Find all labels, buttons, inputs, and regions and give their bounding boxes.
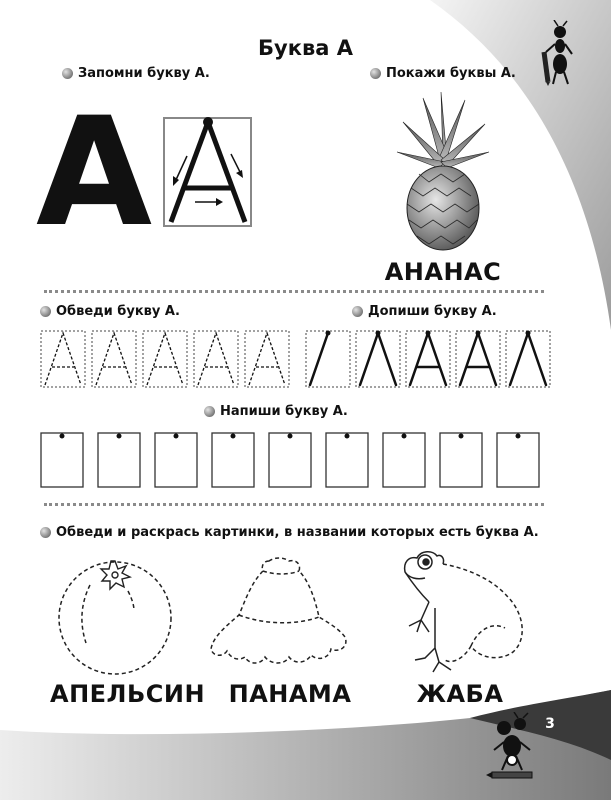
bullet-icon — [40, 527, 51, 538]
task-write: Напиши букву А. — [204, 404, 348, 419]
bullet-icon — [204, 406, 215, 417]
word-orange: АПЕЛЬСИН — [50, 680, 206, 708]
orange-picture — [50, 555, 180, 677]
bullet-icon — [352, 306, 363, 317]
write-letter-boxes — [40, 432, 545, 490]
task-show: Покажи буквы А. — [370, 66, 516, 81]
frog-picture — [395, 548, 535, 680]
bullet-icon — [62, 68, 73, 79]
word-panama: ПАНАМА — [228, 680, 352, 708]
page-number: 3 — [545, 716, 555, 732]
letter-stroke-guide — [163, 116, 253, 228]
page-title: Буква А — [258, 36, 353, 60]
task-trace: Обведи букву А. — [40, 304, 180, 319]
big-letter: А — [36, 86, 149, 260]
ant-on-pencil-icon — [484, 712, 540, 786]
divider-dotted — [44, 503, 544, 506]
panama-hat-picture — [205, 553, 355, 675]
task-remember: Запомни букву А. — [62, 66, 210, 81]
word-frog: ЖАБА — [416, 680, 504, 708]
bullet-icon — [370, 68, 381, 79]
ant-with-pencil-icon — [536, 20, 578, 86]
pineapple-picture — [395, 92, 491, 252]
task-complete: Допиши букву А. — [352, 304, 497, 319]
divider-dotted — [44, 290, 544, 293]
bullet-icon — [40, 306, 51, 317]
task-color: Обведи и раскрась картинки, в названии которых есть буква А. — [40, 525, 539, 540]
complete-letter-boxes — [305, 330, 553, 390]
trace-letter-boxes — [40, 330, 290, 390]
word-pineapple: АНАНАС — [384, 258, 502, 286]
